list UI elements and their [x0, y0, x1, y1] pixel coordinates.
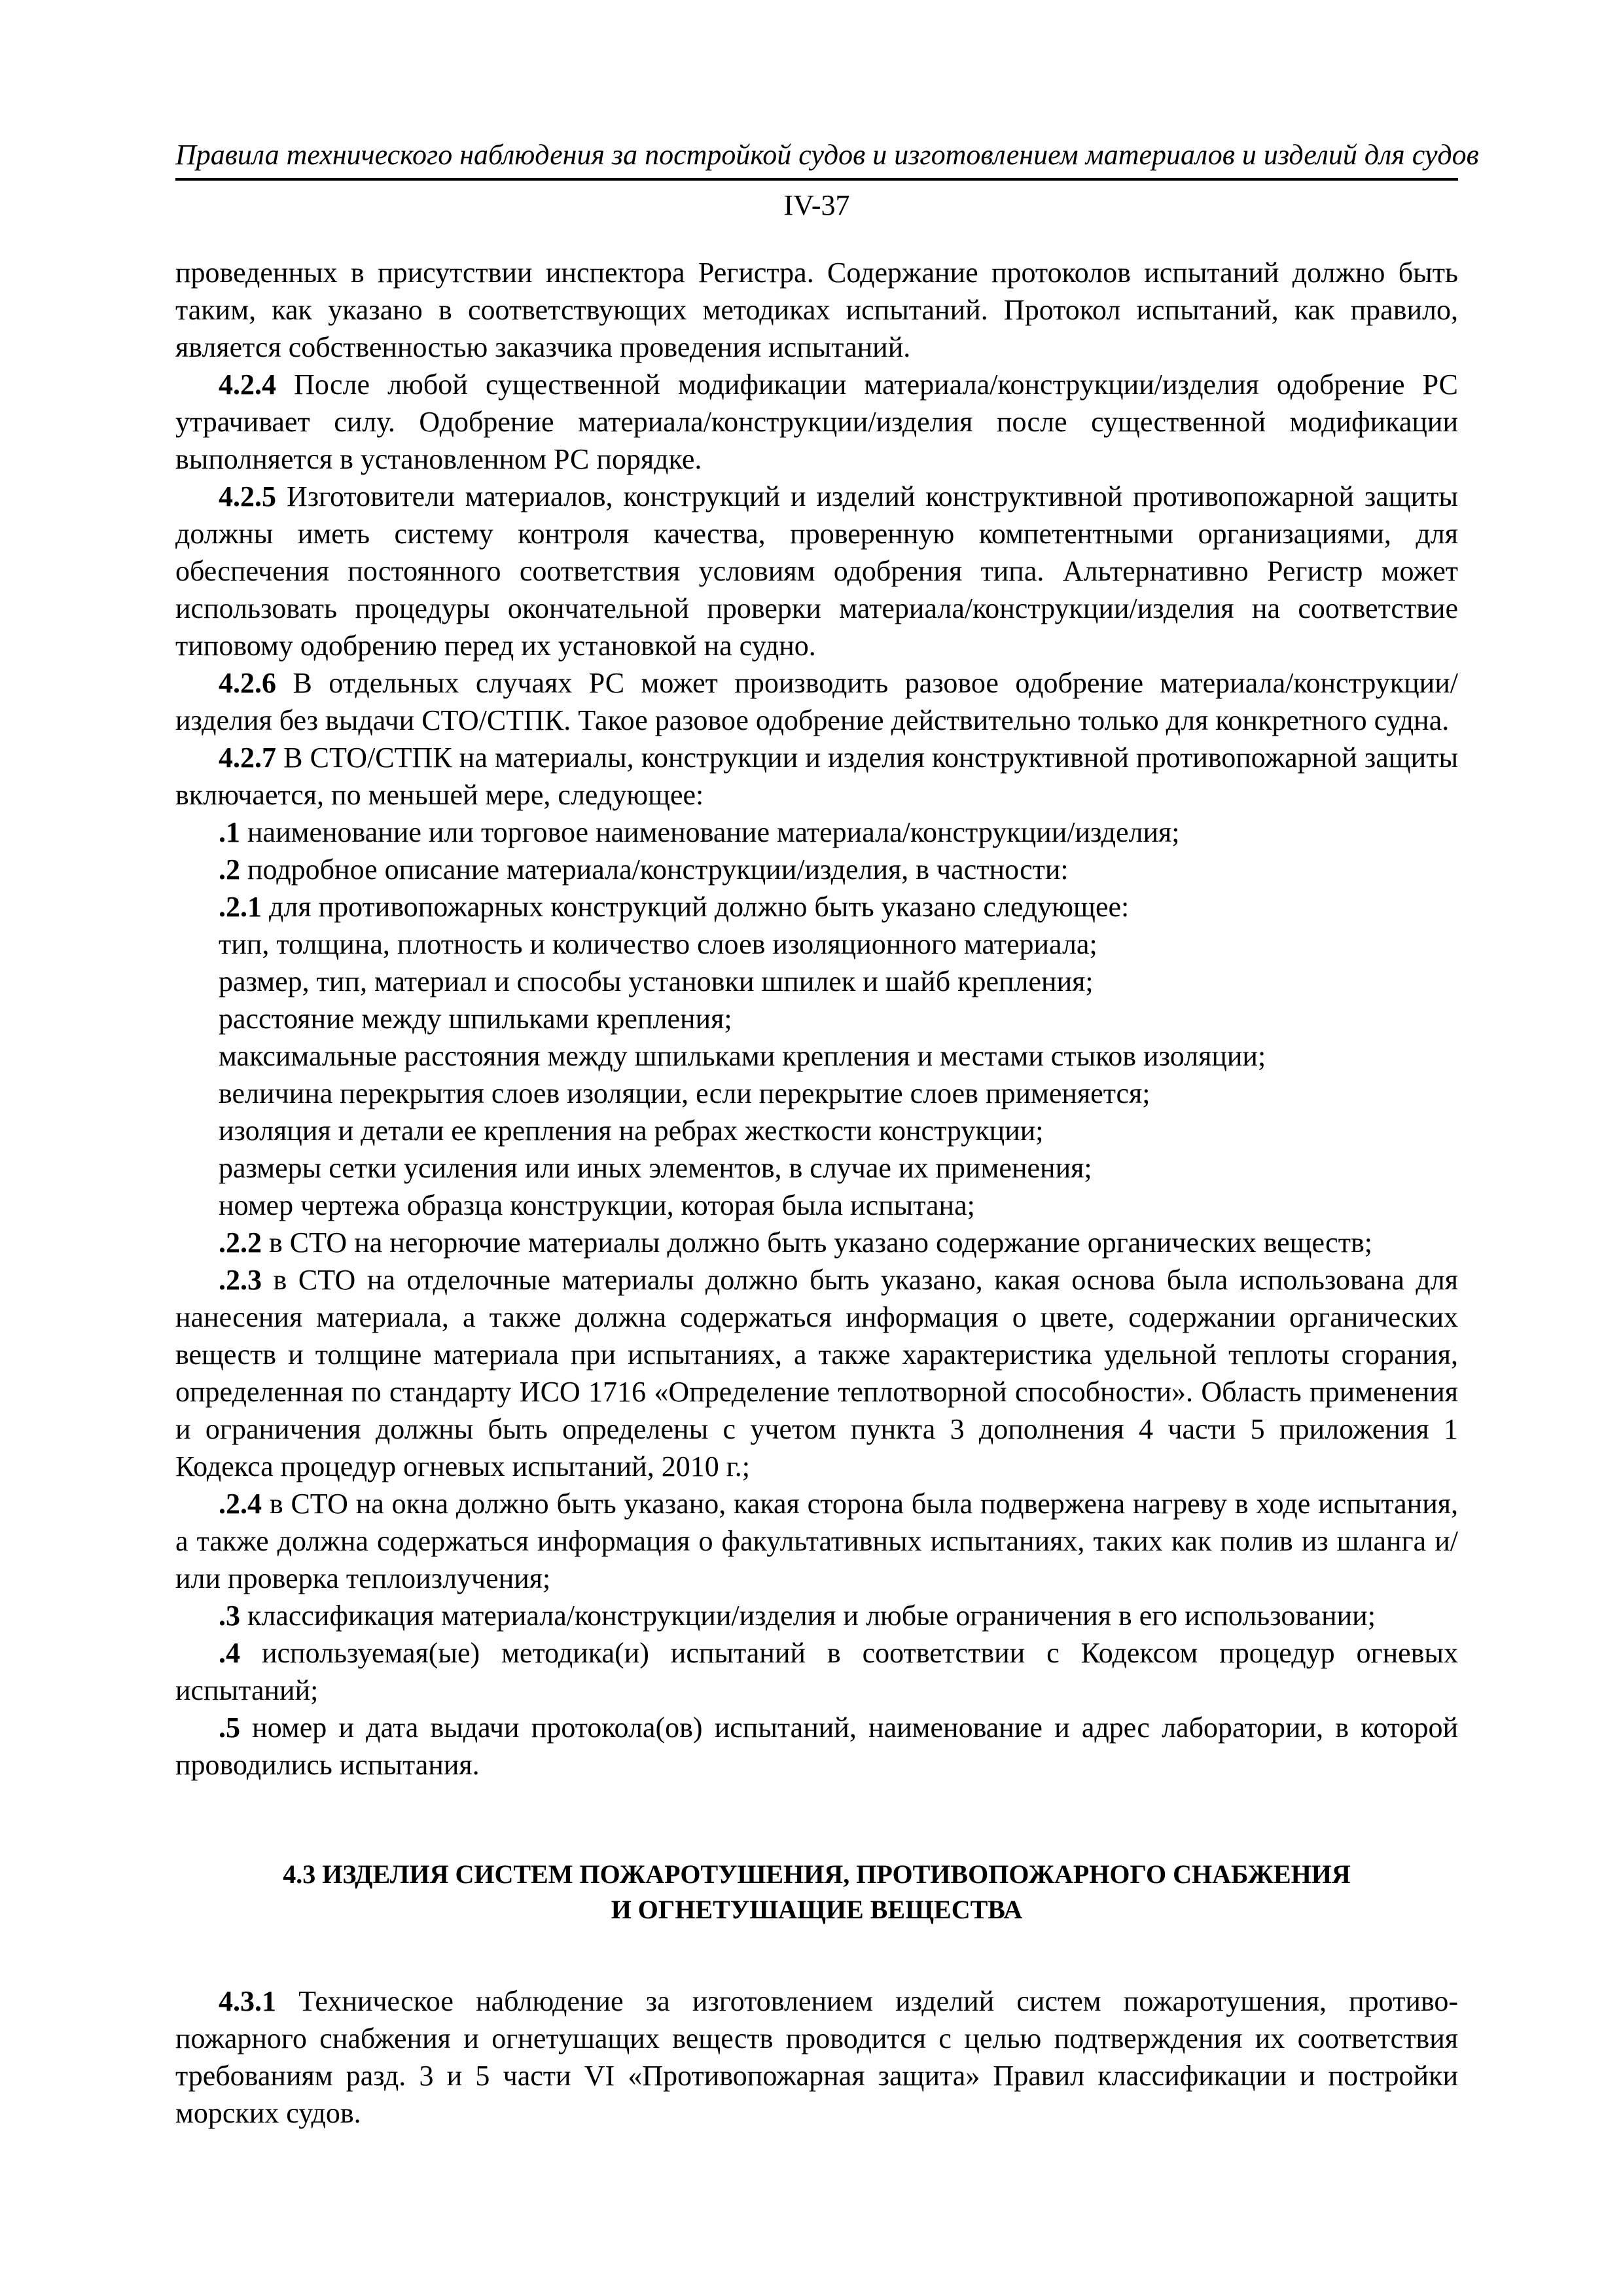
list-item-2: [175, 851, 1458, 888]
body-text: [175, 254, 1458, 2132]
clause-number: 4.2.6: [219, 667, 276, 699]
item-number: .2: [219, 853, 240, 886]
clause-number: 4.2.7: [219, 742, 276, 774]
running-header-title: Правила технического наблюдения за постройкой судов и изготовлением материалов и изделий для судов: [175, 139, 1479, 171]
list-item-2-4: [175, 1485, 1458, 1597]
clause-number: 4.2.5: [219, 480, 276, 512]
list-item-5: [175, 1709, 1458, 1784]
item-number: .5: [219, 1712, 240, 1744]
paragraph-4-3-1: [175, 1982, 1458, 2132]
item-number: .1: [219, 816, 240, 848]
paragraph-4-2-7: [175, 739, 1458, 814]
section-heading-line: 4.3 ИЗДЕЛИЯ СИСТЕМ ПОЖАРОТУШЕНИЯ, ПРОТИВОПОЖАРНОГО СНАБЖЕНИЯ: [283, 1859, 1351, 1889]
item-text: номер и дата выдачи протокола(ов) испытаний, наименование и адрес лаборатории, в которой проводились испытания.: [175, 1712, 1458, 1781]
list-item-2-2: [175, 1224, 1458, 1261]
item-text: в СТО на окна должно быть указано, какая сторона была подвержена нагреву в ходе испытания, а также должна содержаться информация о факультативных испытаниях, таких как полив из шланга и/или проверка теплоизлучения;: [175, 1488, 1458, 1594]
page-number: IV-37: [783, 189, 850, 221]
section-heading-4-3: [175, 1857, 1458, 1928]
item-text: подробное описание материала/конструкции/изделия, в частности:: [240, 853, 1069, 886]
requirement-line: расстояние между шпильками крепления;: [219, 1003, 732, 1035]
paragraph-4-2-5: [175, 478, 1458, 664]
clause-text: Техническое наблюдение за изготовлением изделий систем пожаротушения, противо-пожарного снабжения и огнетушащих веществ проводится с целью подтверждения их соответствия требованиям разд. 3 и 5 части VI «Противопожарная защита» Правил классификации и постройки морских судов.: [175, 1985, 1458, 2129]
list-item-4: [175, 1634, 1458, 1709]
clause-text: В СТО/СТПК на материалы, конструкции и изделия конструктивной противопожарной защиты включается, по меньшей мере, следующее:: [175, 742, 1458, 811]
list-item-2-3: [175, 1261, 1458, 1485]
item-text: классификация материала/конструкции/изделия и любые ограничения в его использовании;: [240, 1600, 1376, 1632]
item-text: в СТО на отделочные материалы должно быть указано, какая основа была использована для нанесения материала, а также должна содержаться информация о цвете, содержании органических веществ и толщине материала при испытаниях, а также характеристика удельной теплоты сгорания, определенная по стандарту ИСО 1716 «Определение теплотворной способности». Область применения и ограничения должны быть определены с учетом пункта 3 дополнения 4 части 5 приложения 1 Кодекса процедур огневых испытаний, 2010 г.;: [175, 1264, 1458, 1482]
item-number: .3: [219, 1600, 240, 1632]
list-item-1: [175, 814, 1458, 851]
clause-text: После любой существенной модификации материала/конструкции/изделия одобрение РС утрачивает силу. Одобрение материала/конструкции/изделия после существенной модификации выполняется в установленном РС порядке.: [175, 368, 1458, 475]
list-item-3: [175, 1597, 1458, 1634]
item-text: используемая(ые) методика(и) испытаний в соответствии с Кодексом процедур огневых испытаний;: [175, 1637, 1458, 1706]
item-text: в СТО на негорючие материалы должно быть указано содержание органических веществ;: [262, 1227, 1372, 1259]
item-text: наименование или торговое наименование материала/конструкции/изделия;: [240, 816, 1180, 848]
requirement-line: величина перекрытия слоев изоляции, если перекрытие слоев применяется;: [219, 1077, 1150, 1109]
item-number: .2.2: [219, 1227, 262, 1259]
paragraph-4-2-6: [175, 664, 1458, 739]
list-item-2-1: [175, 888, 1458, 925]
paragraph-4-2-4: [175, 366, 1458, 478]
clause-text: В отдельных случаях РС может производить разовое одобрение материала/конструкции/ изделия без выдачи СТО/СТПК. Такое разовое одобрение действительно только для конкретного судна.: [175, 667, 1458, 736]
requirement-line: номер чертежа образца конструкции, которая была испытана;: [219, 1189, 975, 1221]
paragraph-continuation: проведенных в присутствии инспектора Регистра. Содержание протоколов испытаний должно быть таким, как указано в соответствующих методиках испытаний. Протокол испытаний, как правило, является собственностью заказчика проведения испытаний.: [175, 257, 1458, 363]
requirement-line: тип, толщина, плотность и количество слоев изоляционного материала;: [219, 928, 1097, 960]
clause-text: Изготовители материалов, конструкций и изделий конструктивной противопожарной защиты должны иметь систему контроля качества, проверенную компетентными организациями, для обеспечения постоянного соответствия условиям одобрения типа. Альтернативно Регистр может использовать процедуры окончательной проверки материала/конструкции/изделия на соответствие типовому одобрению перед их установкой на судно.: [175, 480, 1458, 662]
item-number: .2.1: [219, 891, 262, 923]
requirement-line: изоляция и детали ее крепления на ребрах жесткости конструкции;: [219, 1115, 1044, 1147]
item-number: .2.4: [219, 1488, 262, 1520]
requirement-line: максимальные расстояния между шпильками крепления и местами стыков изоляции;: [219, 1040, 1266, 1072]
requirement-line: размер, тип, материал и способы установки шпилек и шайб крепления;: [219, 965, 1094, 997]
clause-number: 4.3.1: [219, 1985, 276, 2017]
clause-number: 4.2.4: [219, 368, 276, 401]
item-text: для противопожарных конструкций должно быть указано следующее:: [262, 891, 1130, 923]
section-heading-line: И ОГНЕТУШАЩИЕ ВЕЩЕСТВА: [611, 1895, 1023, 1924]
header-rule: [175, 178, 1458, 181]
item-number: .4: [219, 1637, 240, 1669]
item-number: .2.3: [219, 1264, 262, 1296]
requirement-line: размеры сетки усиления или иных элементов, в случае их применения;: [219, 1152, 1092, 1184]
